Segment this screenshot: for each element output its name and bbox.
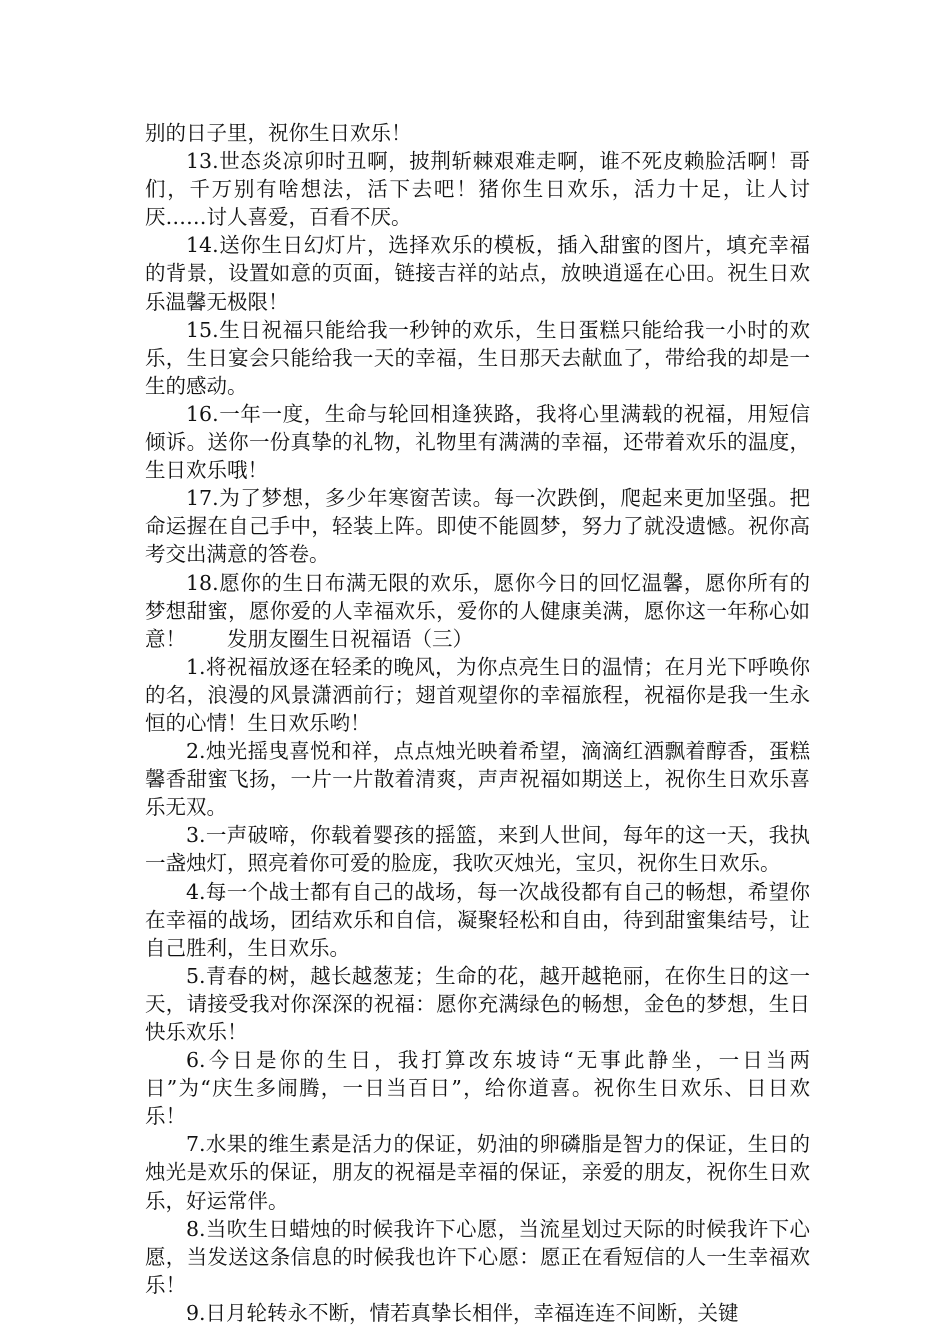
paragraph-7: 7.水果的维生素是活力的保证，奶油的卵磷脂是智力的保证，生日的烛光是欢乐的保证，朋友的祝福是幸福的保证，亲爱的朋友，祝你生日欢乐，好运常伴。 [145, 1132, 810, 1213]
paragraph-8: 8.当吹生日蜡烛的时候我许下心愿，当流星划过天际的时候我许下心愿，当发送这条信息的时候我也许下心愿：愿正在看短信的人一生幸福欢乐！ [145, 1216, 810, 1297]
document-page [145, 119, 810, 1327]
section-heading: 发朋友圈生日祝福语（三） [227, 626, 473, 651]
paragraph-16: 16.一年一度，生命与轮回相逢狭路，我将心里满载的祝福，用短信倾诉。送你一份真挚的礼物，礼物里有满满的幸福，还带着欢乐的温度，生日欢乐哦！ [145, 401, 810, 483]
paragraph-9: 9.日月轮转永不断，情若真挚长相伴，幸福连连不间断，关键 [186, 1300, 739, 1325]
paragraph-13: 13.世态炎凉卯时丑啊，披荆斩棘艰难走啊，谁不死皮赖脸活啊！哥们，千万别有啥想法，活下去吧！猪你生日欢乐，活力十足，让人讨厌……讨人喜爱，百看不厌。 [145, 149, 810, 230]
paragraph-5: 5.青春的树，越长越葱茏；生命的花，越开越艳丽，在你生日的这一天，请接受我对你深深的祝福：愿你充满绿色的畅想，金色的梦想，生日快乐欢乐！ [145, 963, 810, 1044]
paragraph-14: 14.送你生日幻灯片，选择欢乐的模板，插入甜蜜的图片，填充幸福的背景，设置如意的页面，链接吉祥的站点，放映逍遥在心田。祝生日欢乐温馨无极限！ [145, 233, 810, 314]
paragraph-18 [145, 569, 810, 653]
lead-paragraph: 别的日子里，祝你生日欢乐！ [145, 121, 412, 145]
paragraph-2: 2.烛光摇曳喜悦和祥，点点烛光映着希望，滴滴红酒飘着醇香，蛋糕馨香甜蜜飞扬，一片一片散着清爽，声声祝福如期送上，祝你生日欢乐喜乐无双。 [145, 739, 810, 820]
paragraph-15: 15.生日祝福只能给我一秒钟的欢乐，生日蛋糕只能给我一小时的欢乐，生日宴会只能给我一天的幸福，生日那天去献血了，带给我的却是一生的感动。 [145, 317, 810, 398]
paragraph-1: 1.将祝福放逐在轻柔的晚风，为你点亮生日的温情；在月光下呼唤你的名，浪漫的风景潇洒前行；翅首观望你的幸福旅程，祝福你是我一生永恒的心情！生日欢乐哟！ [145, 654, 810, 735]
paragraph-3: 3.一声破啼，你载着婴孩的摇篮，来到人世间，每年的这一天，我执一盏烛灯，照亮着你可爱的脸庞，我吹灭烛光，宝贝，祝你生日欢乐。 [145, 823, 810, 876]
paragraph-17: 17.为了梦想，多少年寒窗苦读。每一次跌倒，爬起来更加坚强。把命运握在自己手中，轻装上阵。即使不能圆梦，努力了就没遗憾。祝你高考交出满意的答卷。 [145, 486, 810, 567]
paragraph-6: 6.今日是你的生日，我打算改东坡诗“无事此静坐，一日当两日”为“庆生多闹腾，一日当百日”，给你道喜。祝你生日欢乐、日日欢乐！ [145, 1048, 810, 1129]
paragraph-4: 4.每一个战士都有自己的战场，每一次战役都有自己的畅想，希望你在幸福的战场，团结欢乐和自信，凝聚轻松和自由，待到甜蜜集结号，让自己胜利，生日欢乐。 [145, 879, 810, 960]
paragraph-18-text: 18.愿你的生日布满无限的欢乐，愿你今日的回忆温馨，愿你所有的梦想甜蜜，愿你爱的人幸福欢乐，爱你的人健康美满，愿你这一年称心如意！ [145, 570, 810, 651]
